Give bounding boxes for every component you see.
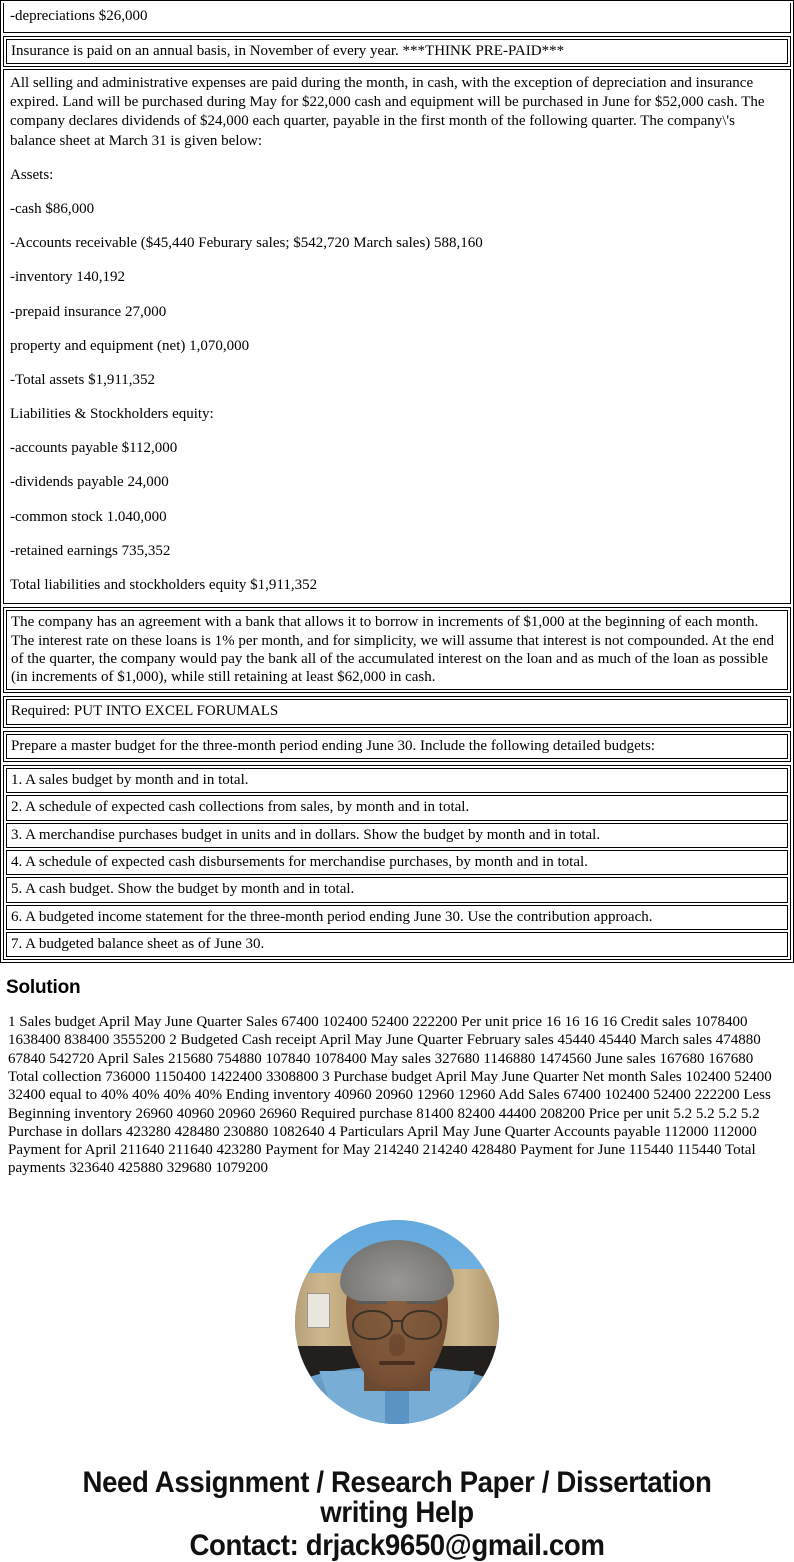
insurance-note: Insurance is paid on an annual basis, in November of every year. ***THINK PRE-PAID***	[6, 39, 788, 64]
solution-heading: Solution	[6, 977, 81, 999]
avatar-glasses-bridge	[392, 1320, 402, 1322]
avatar-glasses-left-lens	[352, 1310, 393, 1341]
avatar-mouth	[379, 1361, 416, 1365]
equity-common-stock: -common stock 1.040,000	[10, 508, 167, 525]
footer-headline-second: writing Help	[320, 1495, 474, 1529]
avatar-eyebrow-left	[356, 1301, 387, 1304]
list-item: 3. A merchandise purchases budget in units and in dollars. Show the budget by month and in total.	[6, 823, 788, 848]
avatar-glasses-right-lens	[401, 1310, 442, 1341]
total-liabilities-equity: Total liabilities and stockholders equity $1,911,352	[10, 577, 318, 594]
asset-cash: -cash $86,000	[10, 200, 95, 217]
prepare-band	[3, 731, 791, 762]
equity-retained-earnings: -retained earnings 735,352	[10, 542, 171, 559]
asset-accounts-receivable: -Accounts receivable ($45,440 Feburary sales; $542,720 March sales) 588,160	[10, 235, 483, 252]
footer	[0, 1465, 794, 1562]
list-item: 2. A schedule of expected cash collections from sales, by month and in total.	[6, 795, 788, 820]
footer-headline: Need Assignment / Research Paper / Dissertation	[82, 1465, 712, 1499]
asset-property-equipment: property and equipment (net) 1,070,000	[10, 337, 250, 354]
list-item: 1. A sales budget by month and in total.	[6, 768, 788, 793]
liabilities-heading: Liabilities & Stockholders equity:	[10, 406, 214, 423]
balance-sheet-block	[3, 69, 791, 604]
list-item: 7. A budgeted balance sheet as of June 30.	[6, 932, 788, 957]
avatar-wall-switch	[307, 1293, 329, 1328]
liability-dividends-payable: -dividends payable 24,000	[10, 474, 169, 491]
list-item: 4. A schedule of expected cash disbursements for merchandise purchases, by month and in total.	[6, 850, 788, 875]
avatar-container	[0, 1220, 794, 1424]
footer-contact: Contact: drjack9650@gmail.com	[189, 1528, 605, 1562]
assets-heading: Assets:	[10, 166, 54, 183]
avatar-eyebrow-right	[407, 1301, 438, 1304]
total-assets: -Total assets $1,911,352	[10, 371, 156, 388]
depreciations-row: -depreciations $26,000	[3, 3, 791, 33]
solution-section	[0, 977, 794, 1178]
asset-prepaid-insurance: -prepaid insurance 27,000	[10, 303, 167, 320]
required-label: Required: PUT INTO EXCEL FORUMALS	[6, 699, 788, 724]
requirements-list	[3, 765, 791, 960]
expenses-paragraph: All selling and administrative expenses are paid during the month, in cash, with the exception of depreciation and insurance expired. Land will be purchased during May for $22,000 cash and equipment will be purchased in June for $52,000 cash. The company declares dividends of $24,000 each quarter, payable in the first month of the following quarter. The company\'s balance sheet at March 31 is given below:	[10, 75, 765, 149]
solution-body-text: 1 Sales budget April May June Quarter Sales 67400 102400 52400 222200 Per unit price 16 16 16 16 Credit sales 1078400 1638400 838400 3555200 2 Budgeted Cash receipt April May June Quarter February sales 45440 45440 March sales 474880 67840 542720 April Sales 215680 754880 107840 1078400 May sales 327680 1146880 1474560 June sales 167680 167680 Total collection 736000 1150400 1422400 3308800 3 Purchase budget April May June Quarter Net month Sales 102400 52400 32400 equal to 40% 40% 40% 40% Ending inventory 40960 20960 12960 12960 Add Sales 67400 102400 52400 222200 Less Beginning inventory 26960 40960 20960 26960 Required purchase 81400 82400 44400 208200 Price per unit 5.2 5.2 5.2 5.2 Purchase in dollars 423280 428480 230880 1082640 4 Particulars April May June Quarter Accounts payable 112000 112000 Payment for April 211640 211640 423280 Payment for May 214240 214240 428480 Payment for June 115440 115440 Total payments 323640 425880 329680 1079200	[8, 1014, 772, 1177]
list-item: 5. A cash budget. Show the budget by month and in total.	[6, 877, 788, 902]
avatar	[295, 1220, 499, 1424]
prepare-instruction: Prepare a master budget for the three-month period ending June 30. Include the following detailed budgets:	[6, 734, 788, 759]
bank-agreement-text: The company has an agreement with a bank that allows it to borrow in increments of $1,000 at the beginning of each month. The interest rate on these loans is 1% per month, and for simplicity, we will assume that interest is not compounded. At the end of the quarter, the company would pay the bank all of the accumulated interest on the loan and as much of the loan as possible (in increments of $1,000), while still retaining at least $62,000 in cash.	[6, 610, 788, 690]
list-item: 6. A budgeted income statement for the three-month period ending June 30. Use the contribution approach.	[6, 905, 788, 930]
asset-inventory: -inventory 140,192	[10, 269, 125, 286]
avatar-nose	[389, 1334, 405, 1356]
liability-accounts-payable: -accounts payable $112,000	[10, 440, 178, 457]
bank-agreement-band	[3, 607, 791, 693]
insurance-note-band	[3, 36, 791, 67]
required-band	[3, 696, 791, 727]
